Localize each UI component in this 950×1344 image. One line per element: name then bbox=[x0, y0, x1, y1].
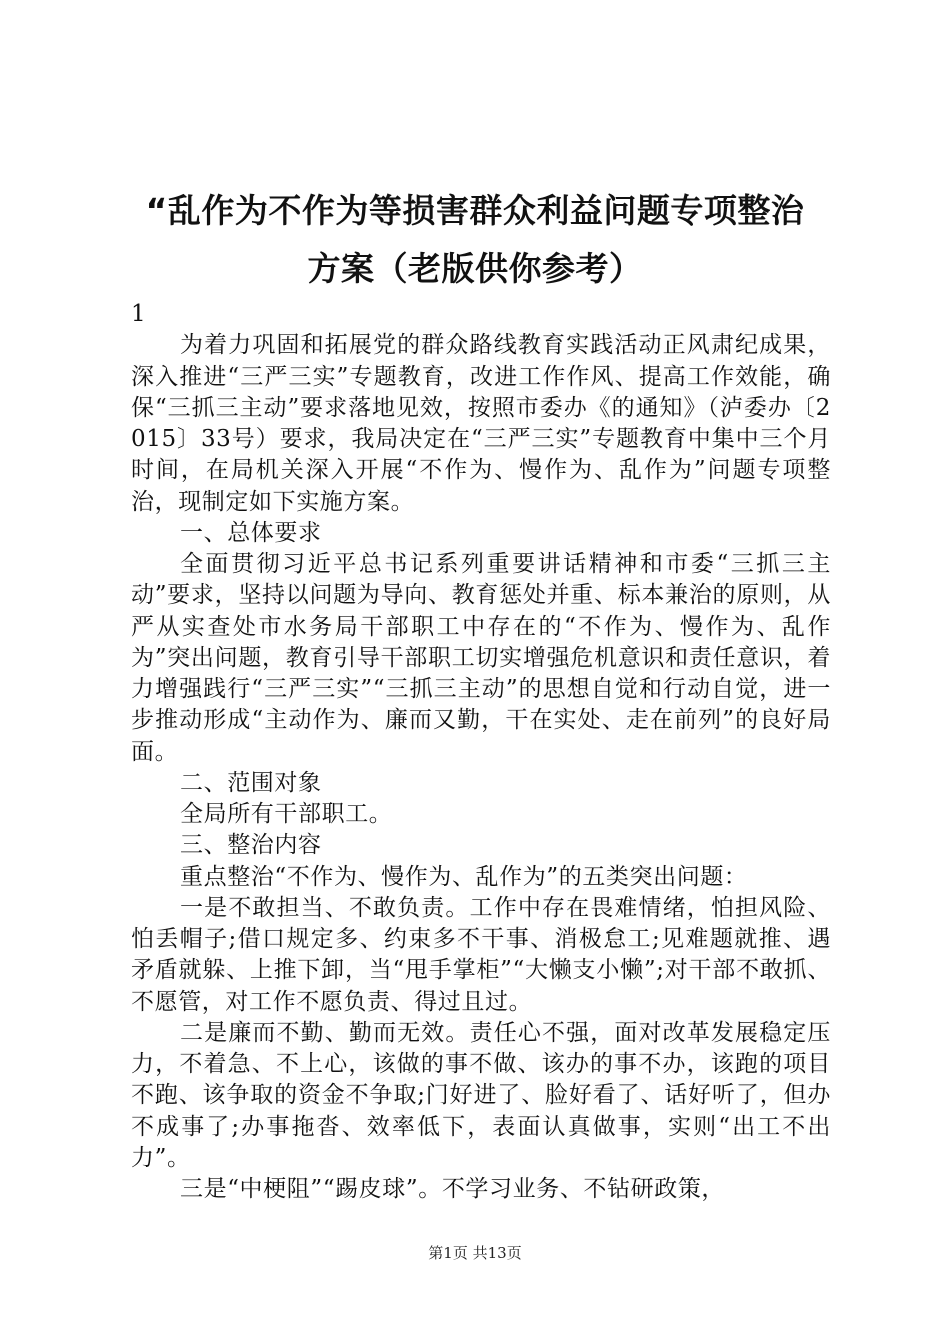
scope-paragraph: 全局所有干部职工。 bbox=[180, 801, 393, 827]
problem-item-1: 一是不敢担当、不敢负责。工作中存在畏难情绪，怕担风险、怕丢帽子;借口规定多、约束多不干事、消极怠工;见难题就推、遇矛盾就躲、上推下卸，当“甩手掌柜”“大懒支小懒”;对干部不敢抓、不愿管，对工作不愿负责、得过且过。 bbox=[131, 894, 831, 1015]
document-title-line-2: 方案（老版供你参考） bbox=[307, 249, 643, 288]
problem-item-3: 三是“中梗阻”“踢皮球”。不学习业务、不钻研政策， bbox=[180, 1176, 726, 1202]
section-heading-general-requirements: 一、总体要求 bbox=[180, 519, 322, 546]
document-title-line-1: “乱作为不作为等损害群众利益问题专项整治 bbox=[145, 191, 805, 230]
section-heading-content: 三、整治内容 bbox=[180, 832, 322, 859]
intro-paragraph: 为着力巩固和拓展党的群众路线教育实践活动正风肃纪成果，深入推进“三严三实”专题教育，改进工作作风、提高工作效能，确保“三抓三主动”要求落地见效，按照市委办《的通知》（泸委办〔2015〕33号）要求，我局决定在“三严三实”专题教育中集中三个月时间，在局机关深入开展“不作为、慢作为、乱作为”问题专项整治，现制定如下实施方案。 bbox=[131, 332, 831, 515]
problem-item-2: 二是廉而不勤、勤而无效。责任心不强，面对改革发展稳定压力，不着急、不上心，该做的事不做、该办的事不办，该跑的项目不跑、该争取的资金不争取;门好进了、脸好看了、话好听了，但办不成事了;办事拖沓、效率低下，表面认真做事，实则“出工不出力”。 bbox=[131, 1019, 831, 1171]
content-intro-paragraph: 重点整治“不作为、慢作为、乱作为”的五类突出问题： bbox=[180, 863, 748, 890]
general-requirements-paragraph: 全面贯彻习近平总书记系列重要讲话精神和市委“三抓三主动”要求，坚持以问题为导向、教育惩处并重、标本兼治的原则，从严从实查处市水务局干部职工中存在的“不作为、慢作为、乱作为”突出问题，教育引导干部职工切实增强危机意识和责任意识，着力增强践行“三严三实”“三抓三主动”的思想自觉和行动自觉，进一步推动形成“主动作为、廉而又勤，干在实处、走在前列”的良好局面。 bbox=[131, 551, 831, 765]
section-heading-scope: 二、范围对象 bbox=[180, 769, 322, 796]
document-body bbox=[131, 299, 831, 1205]
section-number: 1 bbox=[131, 301, 147, 327]
page-footer: 第1页 共13页 bbox=[428, 1244, 522, 1262]
